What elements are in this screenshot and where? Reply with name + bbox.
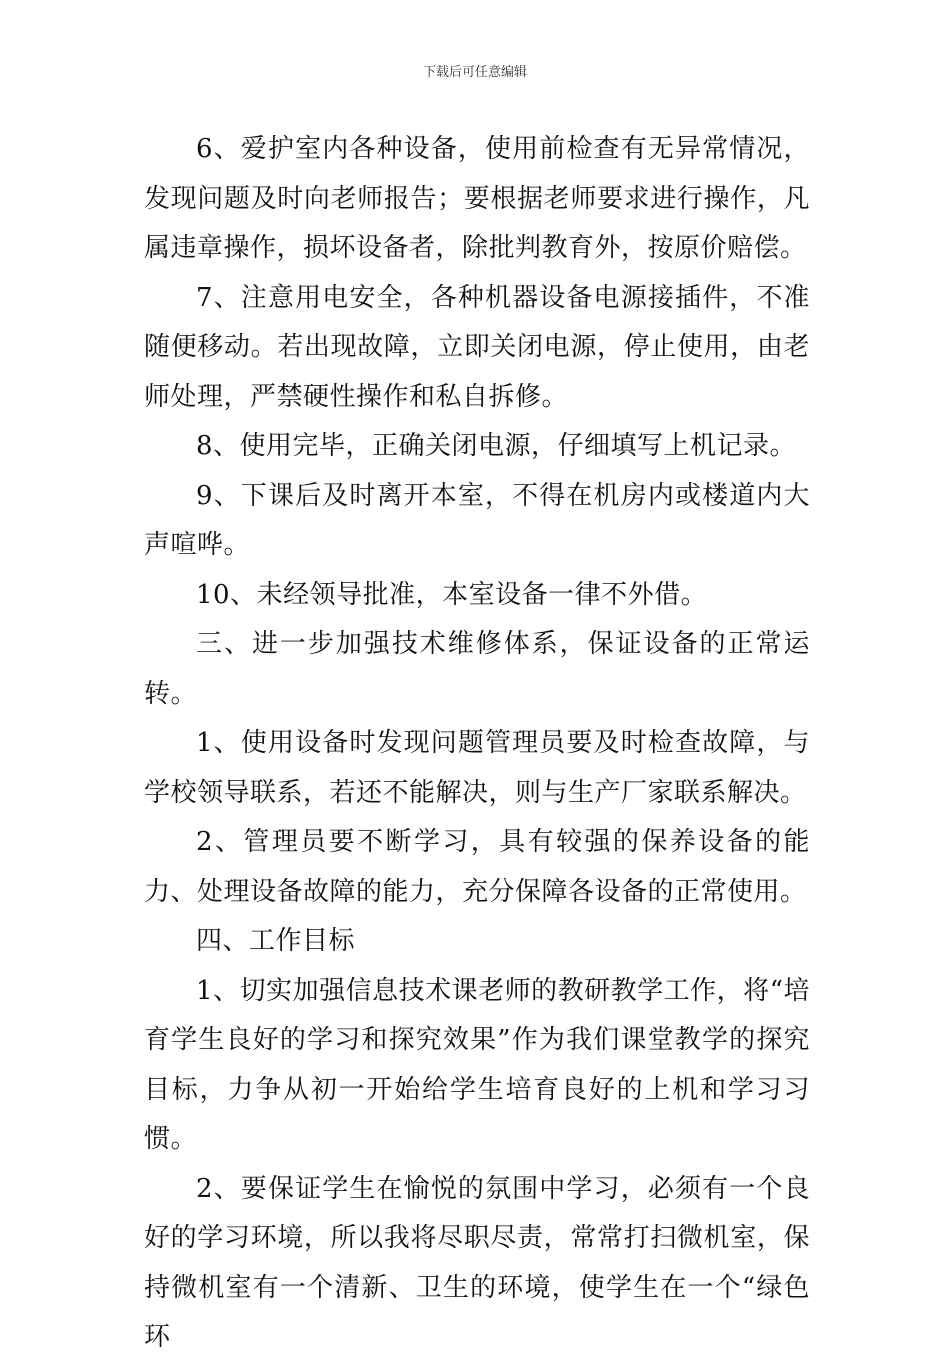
paragraph-rule-6: 6、爱护室内各种设备，使用前检查有无异常情况，发现问题及时向老师报告；要根据老师要求进行操作，凡属违章操作，损坏设备者，除批判教育外，按原价赔偿。 bbox=[144, 134, 810, 263]
paragraph-goal-2: 2、要保证学生在愉悦的氛围中学习，必须有一个良好的学习环境，所以我将尽职尽责，常常打扫微机室，保持微机室有一个清新、卫生的环境，使学生在一个“绿色环 bbox=[144, 1173, 810, 1352]
section-heading-4: 四、工作目标 bbox=[196, 926, 356, 956]
page-header-note: 下载后可任意编辑 bbox=[422, 65, 527, 80]
paragraph-rule-8: 8、使用完毕，正确关闭电源，仔细填写上机记录。 bbox=[196, 431, 797, 461]
paragraph-rule-10: 10、未经领导批准，本室设备一律不外借。 bbox=[196, 579, 708, 610]
section-heading-3: 三、进一步加强技术维修体系，保证设备的正常运转。 bbox=[144, 629, 810, 709]
paragraph-maintenance-1: 1、使用设备时发现问题管理员要及时检查故障，与学校领导联系，若还不能解决，则与生产厂家联系解决。 bbox=[144, 728, 810, 808]
document-body bbox=[144, 125, 810, 1363]
paragraph-maintenance-2: 2、管理员要不断学习，具有较强的保养设备的能力、处理设备故障的能力，充分保障各设备的正常使用。 bbox=[144, 827, 810, 907]
paragraph-rule-9: 9、下课后及时离开本室，不得在机房内或楼道内大声喧哗。 bbox=[144, 480, 810, 560]
paragraph-rule-7: 7、注意用电安全，各种机器设备电源接插件，不准随便移动。若出现故障，立即关闭电源，停止使用，由老师处理，严禁硬性操作和私自拆修。 bbox=[144, 282, 810, 412]
paragraph-goal-1: 1、切实加强信息技术课老师的教研教学工作，将“培育学生良好的学习和探究效果”作为我们课堂教学的探究目标，力争从初一开始给学生培育良好的上机和学习习惯。 bbox=[144, 975, 810, 1154]
